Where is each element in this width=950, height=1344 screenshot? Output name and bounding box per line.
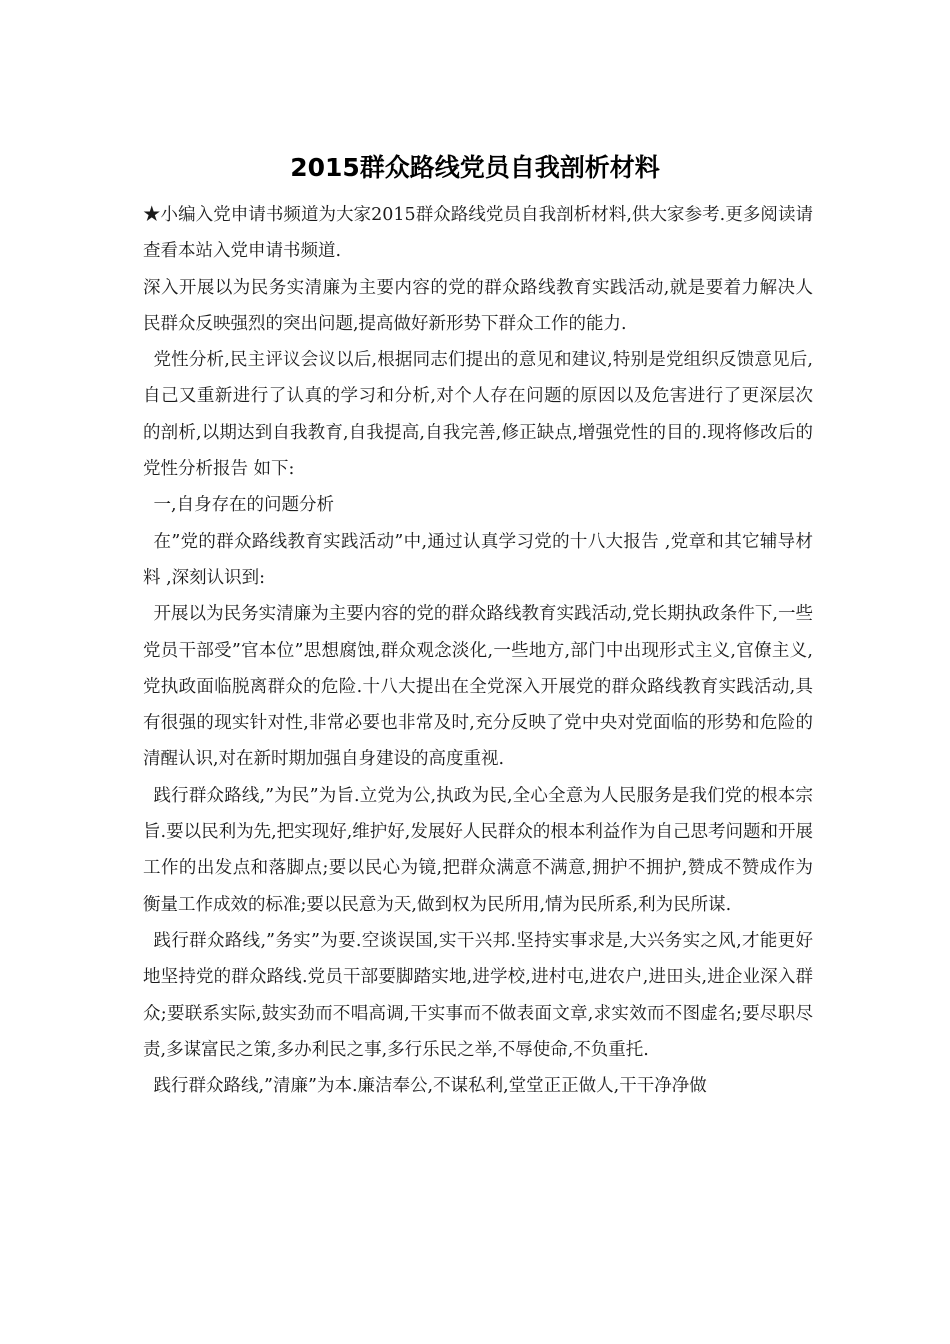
body-paragraph: 党性分析,民主评议会议以后,根据同志们提出的意见和建议,特别是党组织反馈意见后,自己又重新进行了认真的学习和分析,对个人存在问题的原因以及危害进行了更深层次的剖析,以期达到自我教育,自我提高,自我完善,修正缺点,增强党性的目的.现将修改后的党性分析报告 如下: xyxy=(143,350,813,480)
body-paragraph: 践行群众路线,”务实”为要.空谈误国,实干兴邦.坚持实事求是,大兴务实之风,才能更好地坚持党的群众路线.党员干部要脚踏实地,进学校,进村屯,进农户,进田头,进企业深入群众;要联系实际,鼓实劲而不唱高调,干实事而不做表面文章,求实效而不图虚名;要尽职尽责,多谋富民之策,多办利民之事,多行乐民之举,不辱使命,不负重托. xyxy=(143,930,813,1060)
document-title: 2015群众路线党员自我剖析材料 xyxy=(290,153,660,182)
body-paragraph: 开展以为民务实清廉为主要内容的党的群众路线教育实践活动,党长期执政条件下,一些党员干部受”官本位”思想腐蚀,群众观念淡化,一些地方,部门中出现形式主义,官僚主义,党执政面临脱离群众的危险.十八大提出在全党深入开展党的群众路线教育实践活动,具有很强的现实针对性,非常必要也非常及时,充分反映了党中央对党面临的形势和危险的清醒认识,对在新时期加强自身建设的高度重视. xyxy=(143,604,813,770)
body-paragraph: 践行群众路线,”清廉”为本.廉洁奉公,不谋私利,堂堂正正做人,干干净净做 xyxy=(153,1076,707,1097)
body-paragraph: 深入开展以为民务实清廉为主要内容的党的群众路线教育实践活动,就是要着力解决人民群众反映强烈的突出问题,提高做好新形势下群众工作的能力. xyxy=(143,277,813,334)
body-paragraph: 践行群众路线,”为民”为旨.立党为公,执政为民,全心全意为人民服务是我们党的根本宗旨.要以民利为先,把实现好,维护好,发展好人民群众的根本利益作为自己思考问题和开展工作的出发点和落脚点;要以民心为镜,把群众满意不满意,拥护不拥护,赞成不赞成作为衡量工作成效的标准;要以民意为天,做到权为民所用,情为民所系,利为民所谋. xyxy=(143,785,813,915)
body-paragraph: 在”党的群众路线教育实践活动”中,通过认真学习党的十八大报告 ,党章和其它辅导材料 ,深刻认识到: xyxy=(143,531,813,588)
section-heading: 一,自身存在的问题分析 xyxy=(153,495,335,516)
document-body xyxy=(143,197,813,1104)
intro-paragraph: ★小编入党申请书频道为大家2015群众路线党员自我剖析材料,供大家参考.更多阅读请查看本站入党申请书频道. xyxy=(143,205,813,262)
